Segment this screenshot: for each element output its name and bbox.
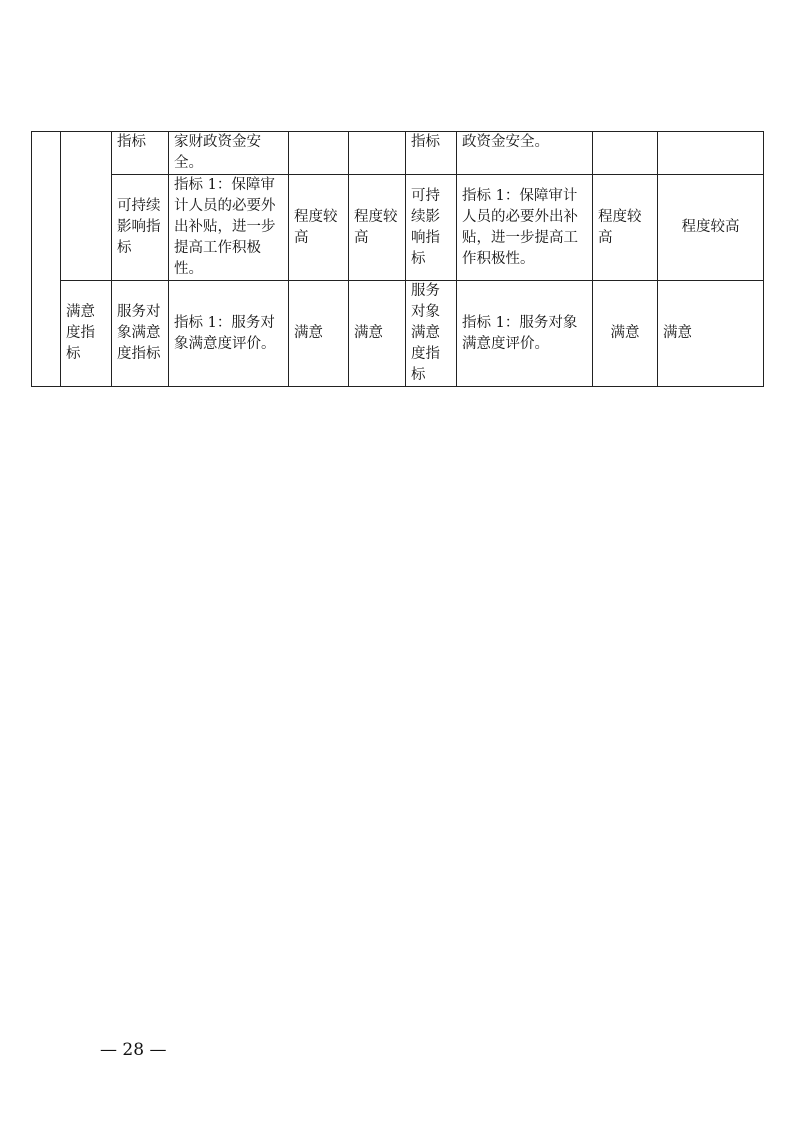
indicator-content-cell: 指标 1：服务对象满意度评价。: [457, 281, 593, 387]
target-value-cell: 满意: [593, 281, 658, 387]
target-value-cell: 满意: [289, 281, 349, 387]
tertiary-indicator-cell: 可持续影响指标: [406, 175, 457, 281]
indicator-content-cell: 政资金安全。: [457, 132, 593, 175]
actual-value-cell: 满意: [349, 281, 406, 387]
indicator-content-cell: 指标 1：保障审计人员的必要外出补贴，进一步提高工作积极性。: [457, 175, 593, 281]
empty-cell: [61, 132, 112, 281]
tertiary-indicator-cell: 服务对象满意度指标: [406, 281, 457, 387]
tertiary-indicator-cell: 服务对象满意度指标: [112, 281, 169, 387]
performance-indicator-table: [31, 131, 764, 387]
indicator-content-cell: 家财政资金安全。: [169, 132, 289, 175]
tertiary-indicator-cell: 可持续影响指标: [112, 175, 169, 281]
target-value-cell: 程度较高: [289, 175, 349, 281]
table-row: [32, 175, 764, 281]
actual-value-cell: 程度较高: [349, 175, 406, 281]
tertiary-indicator-cell: 指标: [112, 132, 169, 175]
actual-value-cell: 程度较高: [658, 175, 764, 281]
actual-value-cell: [349, 132, 406, 175]
indicator-content-cell: 指标 1：服务对象满意度评价。: [169, 281, 289, 387]
actual-value-cell: 满意: [658, 281, 764, 387]
table-row: [32, 132, 764, 175]
target-value-cell: [289, 132, 349, 175]
indicator-content-cell: 指标 1：保障审计人员的必要外出补贴，进一步提高工作积极性。: [169, 175, 289, 281]
empty-cell: [32, 132, 61, 387]
actual-value-cell: [658, 132, 764, 175]
tertiary-indicator-cell: 指标: [406, 132, 457, 175]
secondary-indicator-cell: 满意度指标: [61, 281, 112, 387]
page-number: — 28 —: [100, 1040, 167, 1060]
target-value-cell: [593, 132, 658, 175]
target-value-cell: 程度较高: [593, 175, 658, 281]
table-row: [32, 281, 764, 387]
